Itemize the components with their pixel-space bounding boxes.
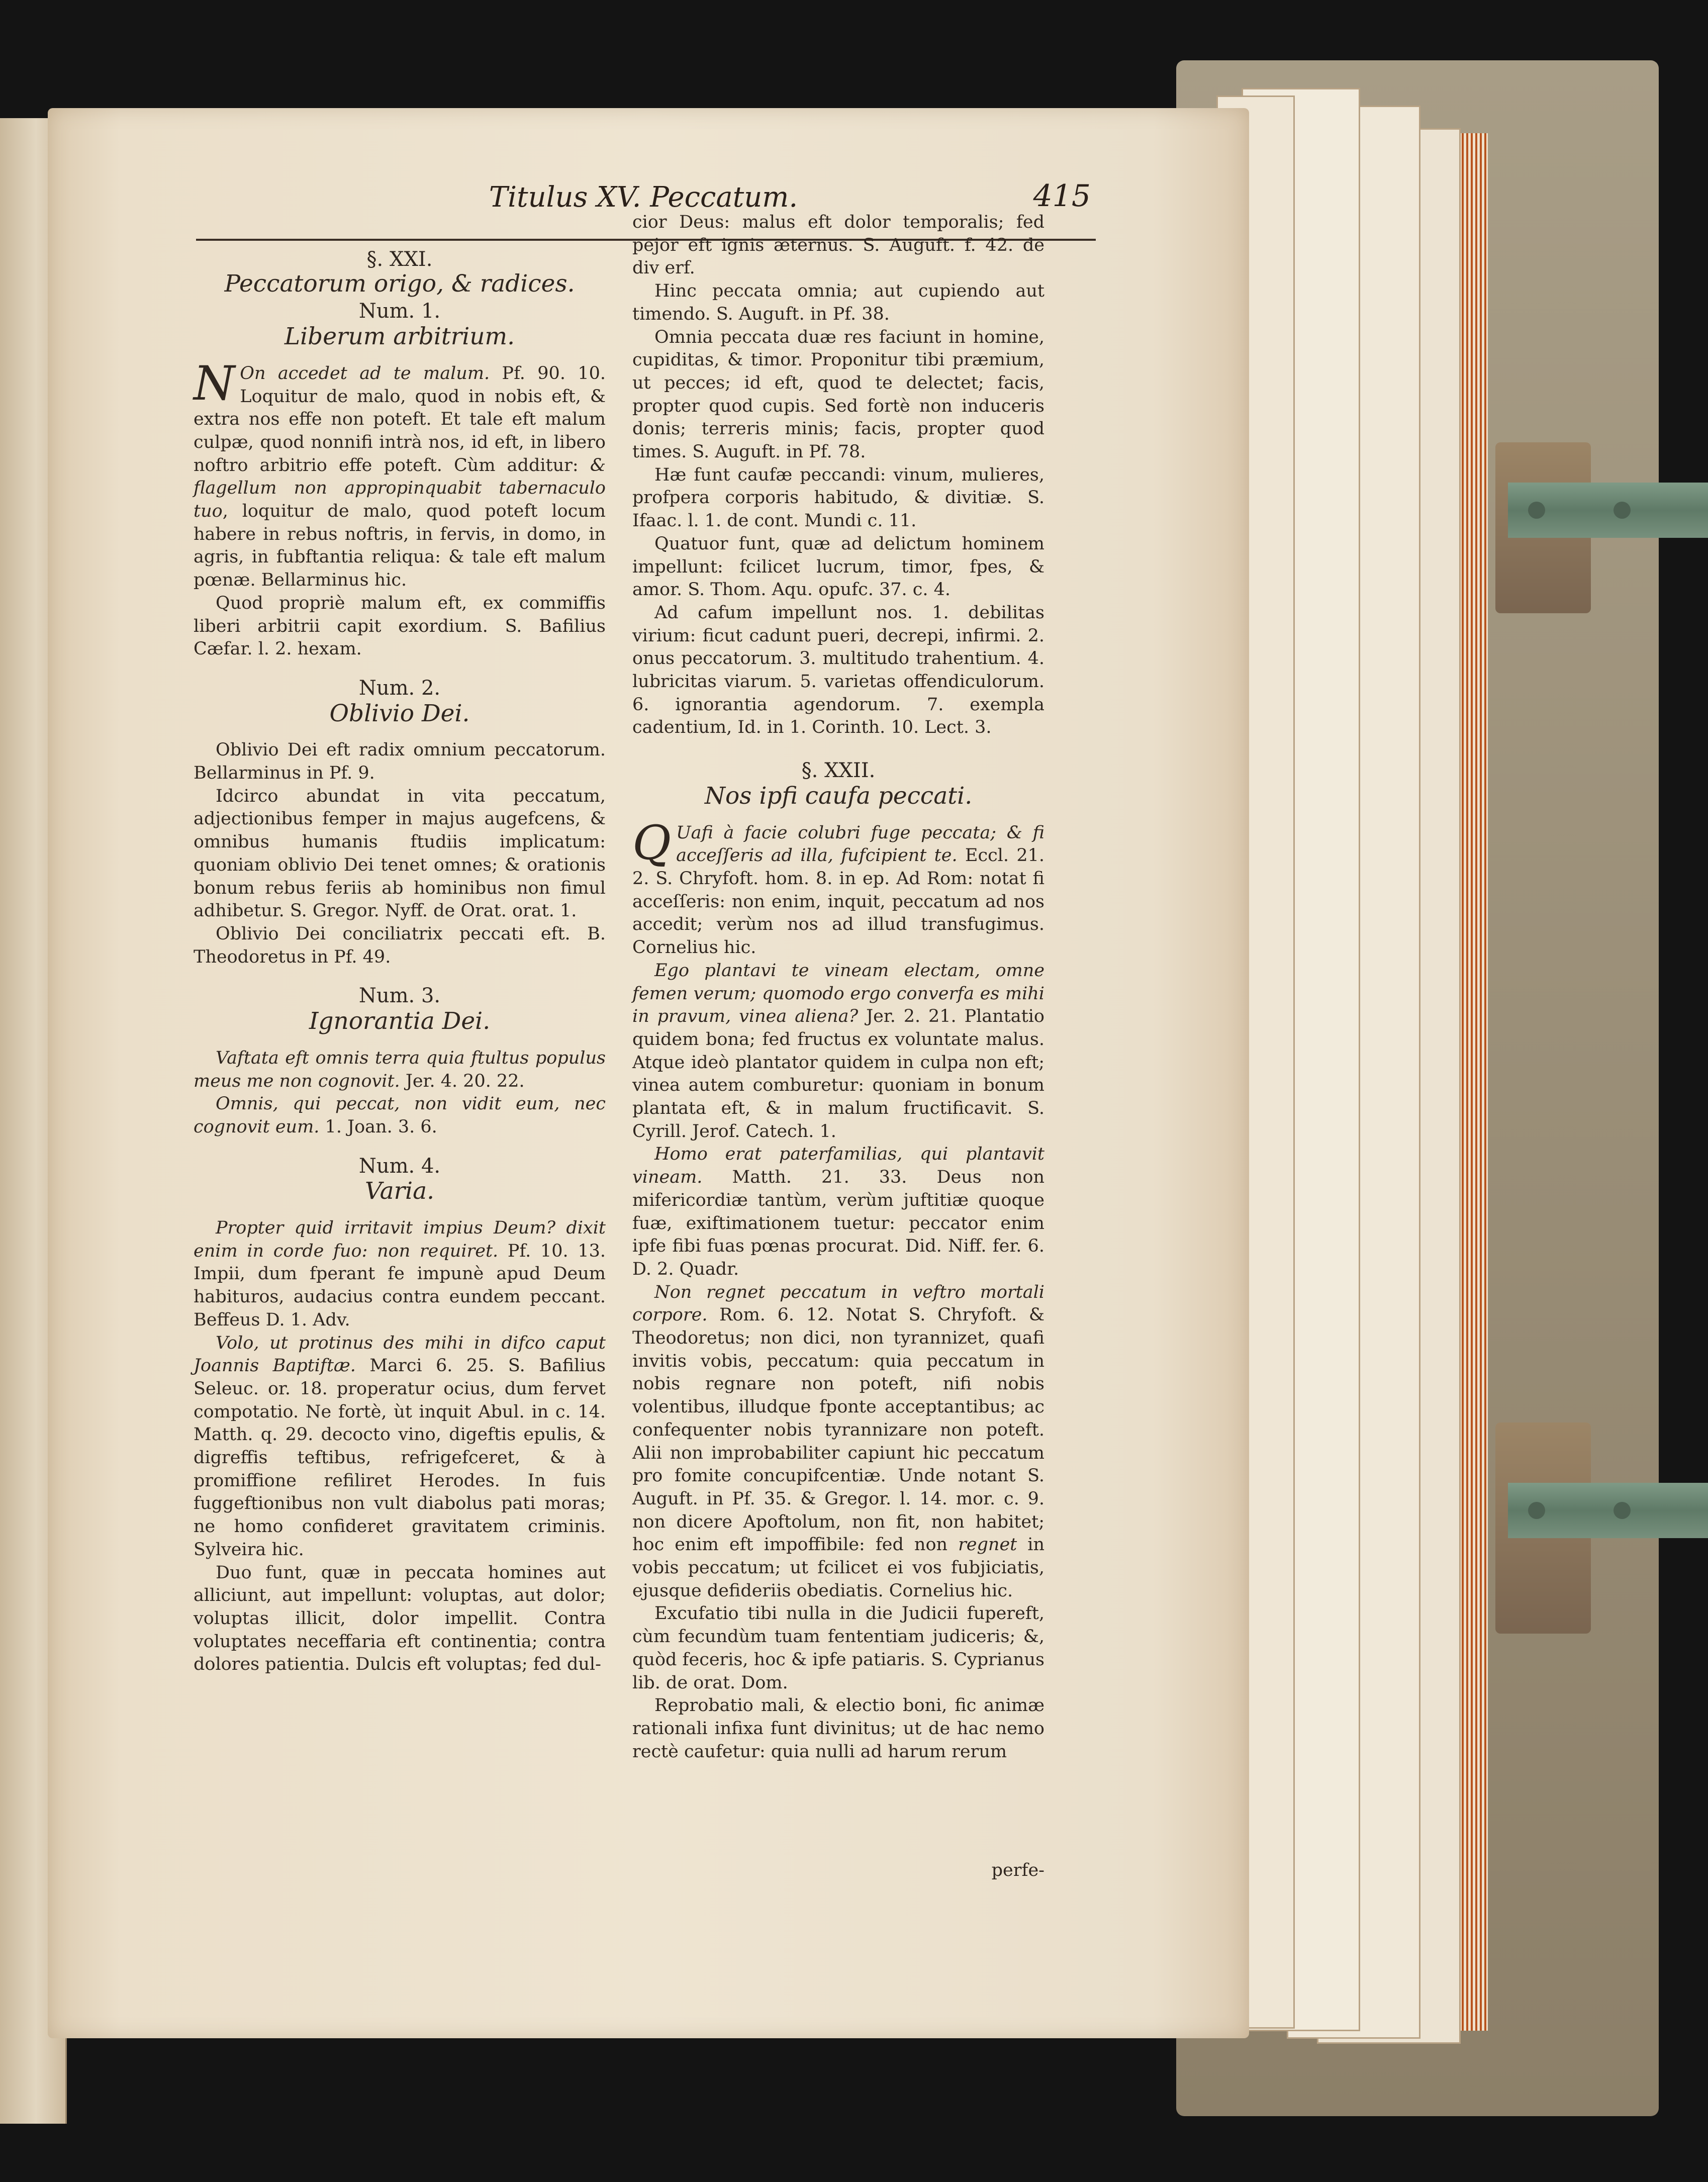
num-heading: Ignorantia Dei. (309, 1007, 491, 1035)
num-label: Num. 2. (358, 676, 441, 700)
paragraph: Vaftata eft omnis terra quia ftultus populus meus me non cognovit. Jer. 4. 20. 22. (194, 1048, 606, 1091)
metal-clasp (1508, 483, 1708, 538)
rivet (1614, 502, 1631, 519)
right-column (632, 211, 1045, 1880)
num-heading: Oblivio Dei. (329, 699, 470, 727)
metal-clasp (1508, 1483, 1708, 1538)
paragraph: Hinc peccata omnia; aut cupiendo aut timendo. S. Auguft. in Pf. 38. (632, 281, 1045, 324)
paragraph: Omnia peccata duæ res faciunt in homine, cupiditas, & timor. Proponitur tibi præmium, ut pecces; id eft, quod te delectet; facis, propter quod cupis. Sed fortè non induceris donis; terreris minis; facis, propter quod times. S. Auguft. in Pf. 78. (632, 327, 1045, 462)
drop-cap: Q (632, 815, 672, 871)
section-heading: Nos ipfi caufa peccati. (704, 782, 973, 810)
paragraph: Duo funt, quæ in peccata homines aut alliciunt, aut impellunt: voluptas, aut dolor; voluptas illicit, dolor impellit. Contra voluptates neceffaria eft continentia; contra dolores patientia. Dulcis eft voluptas; fed dul- (194, 1562, 606, 1675)
running-head-title: Titulus XV. Peccatum. (489, 181, 798, 214)
left-column (194, 246, 606, 1880)
catchword: perfe- (991, 1860, 1045, 1880)
page-number: 415 (1033, 178, 1091, 214)
paragraph: Ad cafum impellunt nos. 1. debilitas virium: ficut cadunt pueri, decrepi, infirmi. 2. onus peccatorum. 3. multitudo trahentium. 4. lubricitas viarum. 5. varietas offendiculorum. 6. ignorantia agendorum. 7. exempla cadentium, Id. in 1. Corinth. 10. Lect. 3. (632, 602, 1045, 738)
rivet (1528, 1502, 1545, 1519)
paragraph: Quatuor funt, quæ ad delictum hominem impellunt: fcilicet lucrum, timor, fpes, & amor. S. Thom. Aqu. opufc. 37. c. 4. (632, 533, 1045, 600)
paragraph: Reprobatio mali, & electio boni, fic animæ rationali infixa funt divinitus; ut de hac nemo rectè caufetur: quia nulli ad harum rerum (632, 1695, 1045, 1762)
rivet (1614, 1502, 1631, 1519)
paragraph: Oblivio Dei conciliatrix peccati eft. B. Theodoretus in Pf. 49. (194, 923, 606, 967)
paragraph: Homo erat paterfamilias, qui plantavit vineam. Matth. 21. 33. Deus non mifericordiæ tantùm, verùm juftitiæ quoque fuæ, exiftimationem tuetur: peccator enim ipfe fibi fuas pœnas procurat. Did. Niff. fer. 6. D. 2. Quadr. (632, 1144, 1045, 1279)
paragraph: cior Deus: malus eft dolor temporalis; fed pejor eft ignis æternus. S. Auguft. f. 42. de div erf. (632, 212, 1045, 278)
section-heading: Peccatorum origo, & radices. (224, 269, 575, 298)
section-number: §. XXI. (366, 248, 433, 271)
paragraph: Propter quid irritavit impius Deum? dixit enim in corde fuo: non requiret. Pf. 10. 13. Impii, dum fperant fe impunè apud Deum habituros, audacius contra eundem peccant. Beffeus D. 1. Adv. (194, 1218, 606, 1330)
rivet (1528, 502, 1545, 519)
running-head (196, 126, 1091, 221)
paragraph: Idcirco abundat in vita peccatum, adjectionibus femper in majus augefcens, & omnibus humanis ftudiis implicatum: quoniam oblivio Dei tenet omnes; & orationis bonum rebus feriis ab hominibus non fimul adhibetur. S. Gregor. Nyff. de Orat. orat. 1. (194, 786, 606, 921)
num-heading: Liberum arbitrium. (284, 323, 515, 351)
paragraph: Q Uafi à facie colubri fuge peccata; & fi acceſſeris ad illa, fufcipient te. Eccl. 21. 2. S. Chryfoft. hom. 8. in ep. Ad Rom: notat fi acceſſeris: non enim, inquit, peccatum ad nos accedit; verùm nos ad illud transfugimus. Cornelius hic. (632, 815, 1045, 958)
num-label: Num. 4. (358, 1154, 441, 1178)
num-label: Num. 1. (358, 300, 441, 323)
num-heading: Varia. (364, 1177, 435, 1205)
paragraph: Ego plantavi te vineam electam, omne femen verum; quomodo ergo converfa es mihi in pravum, vinea aliena? Jer. 2. 21. Plantatio quidem bona; fed fructus ex voluntate malus. Atque ideò plantator quidem in culpa non eft; vinea autem comburetur: quoniam in bonum plantata eft, & in malum fructificavit. S. Cyrill. Jerof. Catech. 1. (632, 960, 1045, 1142)
paragraph: Excufatio tibi nulla in die Judicii fupereft, cùm fecundùm tuam fententiam judiceris; &, quòd feceris, hoc & ipfe patiaris. S. Cyprianus lib. de orat. Dom. (632, 1603, 1045, 1693)
drop-cap: N (194, 356, 235, 411)
paragraph: Oblivio Dei eft radix omnium peccatorum. Bellarminus in Pf. 9. (194, 740, 606, 784)
paragraph: Omnis, qui peccat, non vidit eum, nec cognovit eum. 1. Joan. 3. 6. (194, 1094, 606, 1137)
paragraph: Volo, ut protinus des mihi in difco caput Joannis Baptiftæ. Marci 6. 25. S. Bafilius Seleuc. or. 18. properatur ocius, dum fervet compotatio. Ne fortè, ùt inquit Abul. in c. 14. Matth. q. 29. decocto vino, digeftis epulis, & digreffis teftibus, refrigefceret, & à promiffione refiliret Herodes. In fuis fuggeftionibus non vult diabolus pati moras; ne homo confideret gravitatem criminis. Sylveira hic. (194, 1333, 606, 1560)
paragraph: Hæ funt caufæ peccandi: vinum, mulieres, profpera corporis habitudo, & divitiæ. S. Ifaac. l. 1. de cont. Mundi c. 11. (632, 464, 1045, 531)
paragraph: N On accedet ad te malum. Pf. 90. 10. Loquitur de malo, quod in nobis eft, & extra nos effe non poteft. Et tale eft malum culpæ, quod nonnifi intrà nos, id eft, in libero noftro arbitrio effe poteft. Cùm additur: & flagellum non appropinquabit tabernaculo tuo, loquitur de malo, quod poteft locum habere in rebus noftris, in fervis, in domo, in agris, in fubftantia reliqua: & tale eft malum pœnæ. Bellarminus hic. (194, 356, 606, 591)
paragraph: Non regnet peccatum in veftro mortali corpore. Rom. 6. 12. Notat S. Chryfoft. & Theodoretus; non dici, non tyrannizet, quafi invitis vobis, peccatum: quia peccatum in nobis regnare non poteft, nifi nobis volentibus, illudque fponte acceptantibus; ac confequenter nobis tyrannizare non poteft. Alii non improbabiliter capiunt hic peccatum pro fomite concupifcentiæ. Unde notant S. Auguft. in Pf. 35. & Gregor. l. 14. mor. c. 9. non dicere Apoftolum, non fit, non habitet; hoc enim eft impoffibile: fed non regnet in vobis peccatum; ut fcilicet ei vos fubjiciatis, ejusque defideriis obediatis. Cornelius hic. (632, 1282, 1045, 1601)
section-number: §. XXII. (801, 759, 876, 783)
num-label: Num. 3. (358, 984, 441, 1008)
paragraph: Quod propriè malum eft, ex commiffis liberi arbitrii capit exordium. S. Bafilius Cæfar. l. 2. hexam. (194, 593, 606, 659)
